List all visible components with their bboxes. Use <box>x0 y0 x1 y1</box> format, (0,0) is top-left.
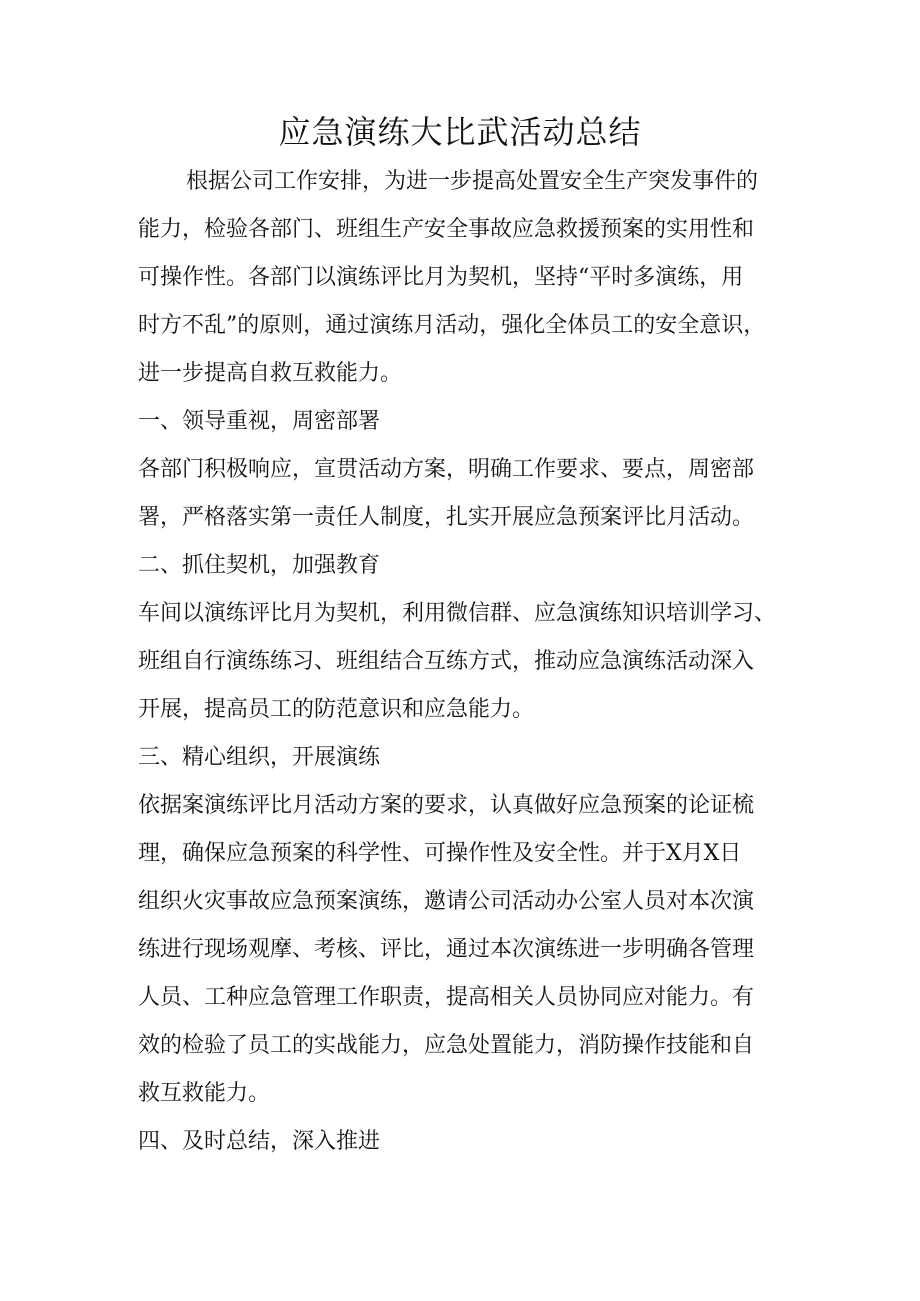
paragraph-line: 依据案演练评比月活动方案的要求，认真做好应急预案的论证梳 <box>138 793 755 818</box>
section-heading: 三、精心组织，开展演练 <box>138 745 381 770</box>
section-heading: 四、及时总结，深入推进 <box>138 1129 381 1154</box>
paragraph-line: 班组自行演练练习、班组结合互练方式，推动应急演练活动深入 <box>138 649 755 674</box>
paragraph-line: 效的检验了员工的实战能力，应急处置能力，消防操作技能和自 <box>138 1033 755 1058</box>
paragraph-line: 时方不乱”的原则，通过演练月活动，强化全体员工的安全意识， <box>138 313 766 338</box>
paragraph-line: 根据公司工作安排，为进一步提高处置安全生产突发事件的 <box>186 169 759 194</box>
paragraph-line: 进一步提高自救互救能力。 <box>138 361 403 386</box>
document-title: 应急演练大比武活动总结 <box>278 113 642 151</box>
section-heading: 二、抓住契机，加强教育 <box>138 553 381 578</box>
paragraph-line: 能力，检验各部门、班组生产安全事故应急救援预案的实用性和 <box>138 217 755 242</box>
paragraph-line: 救互救能力。 <box>138 1081 271 1106</box>
paragraph-line: 车间以演练评比月为契机，利用微信群、应急演练知识培训学习、 <box>138 601 777 626</box>
paragraph-line: 署，严格落实第一责任人制度，扎实开展应急预案评比月活动。 <box>138 505 755 530</box>
paragraph-line: 开展，提高员工的防范意识和应急能力。 <box>138 697 535 722</box>
section-heading: 一、领导重视，周密部署 <box>138 409 381 434</box>
paragraph-line: 各部门积极响应，宣贯活动方案，明确工作要求、要点，周密部 <box>138 457 755 482</box>
paragraph-line: 练进行现场观摩、考核、评比，通过本次演练进一步明确各管理 <box>138 937 755 962</box>
paragraph-line: 可操作性。各部门以演练评比月为契机，坚持“平时多演练，用 <box>138 265 744 290</box>
paragraph-line: 人员、工种应急管理工作职责，提高相关人员协同应对能力。有 <box>138 985 755 1010</box>
paragraph-line: 组织火灾事故应急预案演练，邀请公司活动办公室人员对本次演 <box>138 889 755 914</box>
paragraph-line: 理，确保应急预案的科学性、可操作性及安全性。并于X月X日 <box>138 841 742 866</box>
